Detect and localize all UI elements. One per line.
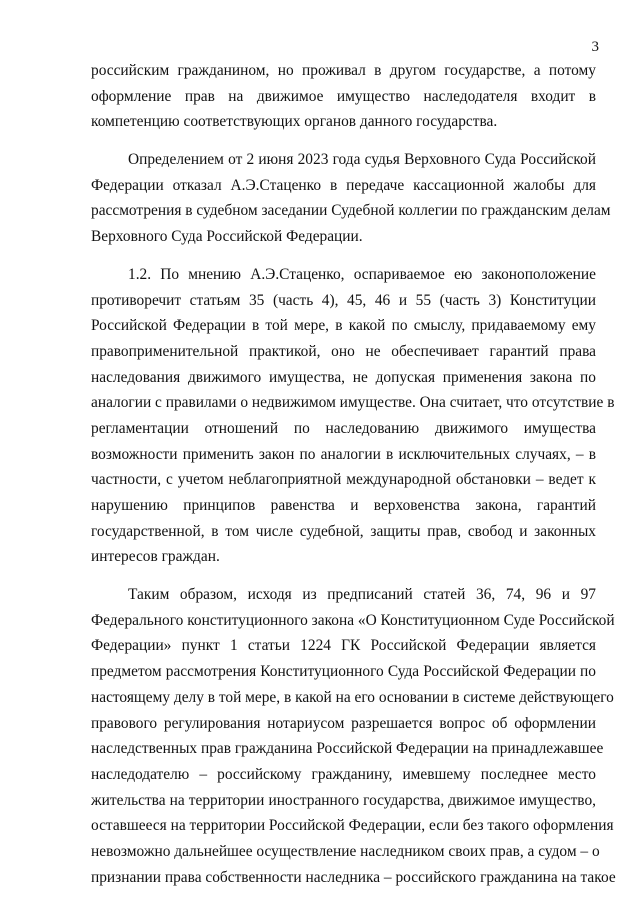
document-body — [91, 58, 616, 890]
text-line: правового регулирования нотариусом разрешается вопрос об оформлении — [91, 714, 596, 732]
text-line: компетенцию соответствующих органов данного государства. — [91, 113, 498, 131]
text-line: наследственных прав гражданина Российской Федерации на принадлежавшее — [91, 740, 604, 758]
text-line: Федерации» пункт 1 статьи 1224 ГК Российской Федерации является — [91, 637, 596, 655]
text-line: предметом рассмотрения Конституционного Суда Российской Федерации по — [91, 663, 596, 681]
text-line: признании права собственности наследника – российского гражданина на такое — [91, 868, 616, 886]
text-line: Федерации отказал А.Э.Стаценко в передаче кассационной жалобы для — [91, 176, 596, 194]
text-line: оставшееся на территории Российской Федерации, если без такого оформления — [91, 817, 614, 835]
text-line: рассмотрения в судебном заседании Судебной коллегии по гражданским делам — [91, 202, 611, 220]
paragraph-2 — [91, 147, 611, 250]
text-line: невозможно дальнейшее осуществление наследником своих прав, а судом – о — [91, 842, 600, 860]
paragraph-1 — [91, 58, 596, 135]
text-line: регламентации отношений по наследованию движимого имущества — [91, 419, 596, 437]
text-line: интересов граждан. — [91, 548, 220, 566]
text-line: жительства на территории иностранного государства, движимое имущество, — [91, 791, 596, 809]
text-line: аналогии с правилами о недвижимом имуществе. Она считает, что отсутствие в — [91, 394, 615, 412]
text-line: государственной, в том числе судебной, защиты прав, свобод и законных — [91, 522, 596, 540]
text-line: российским гражданином, но проживал в другом государстве, а потому — [91, 62, 596, 79]
text-line: Таким образом, исходя из предписаний статей 36, 74, 96 и 97 — [128, 586, 596, 604]
text-line: нарушению принципов равенства и верховенства закона, гарантий — [91, 497, 596, 514]
text-line: Верховного Суда Российской Федерации. — [91, 228, 363, 246]
page-number: 3 — [591, 39, 599, 55]
text-line: оформление прав на движимое имущество наследодателя входит в — [91, 87, 596, 105]
text-line: противоречит статьям 35 (часть 4), 45, 46 и 55 (часть 3) Конституции — [91, 291, 596, 309]
text-line: правоприменительной практикой, оно не обеспечивает гарантий права — [91, 342, 596, 360]
text-line: Федерального конституционного закона «О Конституционном Суде Российской — [91, 611, 615, 629]
text-line: 1.2. По мнению А.Э.Стаценко, оспариваемое ею законоположение — [128, 265, 596, 283]
text-line: возможности применить закон по аналогии в исключительных случаях, – в — [91, 445, 596, 463]
text-line: частности, с учетом неблагоприятной международной обстановки – ведет к — [91, 471, 596, 489]
paragraph-4 — [91, 582, 616, 890]
text-line: Российской Федерации в той мере, в какой по смыслу, придаваемому ему — [91, 317, 596, 335]
paragraph-3 — [91, 262, 615, 570]
text-line: настоящему делу в той мере, в какой на его основании в системе действующего — [91, 688, 614, 706]
text-line: Определением от 2 июня 2023 года судья Верховного Суда Российской — [128, 151, 596, 169]
text-line: наследования движимого имущества, не допуская применения закона по — [91, 368, 596, 386]
text-line: наследодателю – российскому гражданину, имевшему последнее место — [91, 765, 596, 783]
